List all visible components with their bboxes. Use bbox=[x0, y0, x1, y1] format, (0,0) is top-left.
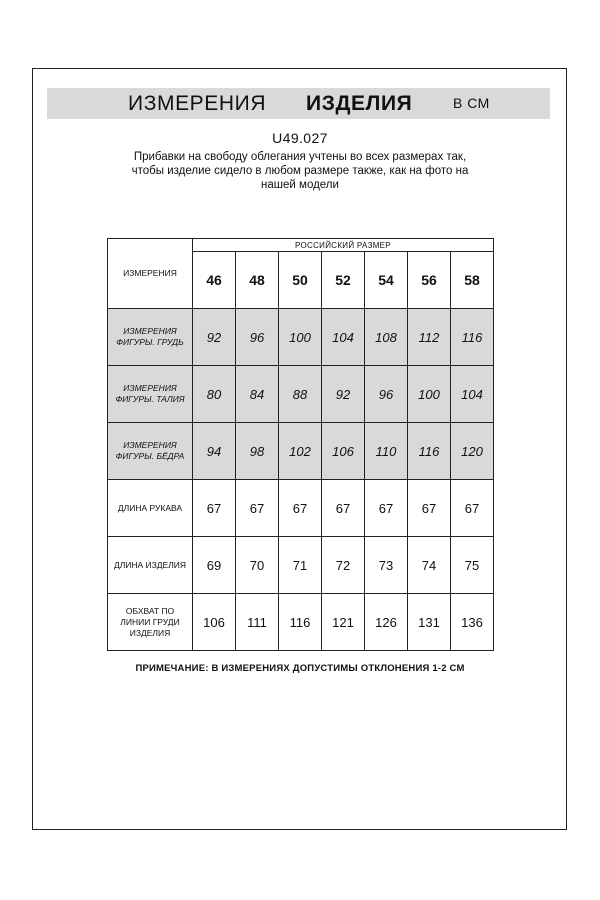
table-cell: 67 bbox=[408, 480, 451, 537]
tolerance-note: ПРИМЕЧАНИЕ: В ИЗМЕРЕНИЯХ ДОПУСТИМЫ ОТКЛОНЕНИЯ 1-2 СМ bbox=[135, 663, 465, 674]
table-cell: 80 bbox=[193, 366, 236, 423]
table-cell: 136 bbox=[451, 594, 494, 651]
table-cell: 104 bbox=[451, 366, 494, 423]
corner-label: ИЗМЕРЕНИЯ bbox=[108, 239, 193, 309]
size-table bbox=[107, 238, 494, 651]
title-banner bbox=[47, 88, 550, 119]
table-cell: 72 bbox=[322, 537, 365, 594]
table-cell: 121 bbox=[322, 594, 365, 651]
table-cell: 73 bbox=[365, 537, 408, 594]
table-cell: 104 bbox=[322, 309, 365, 366]
table-cell: 84 bbox=[236, 366, 279, 423]
table-cell: 106 bbox=[322, 423, 365, 480]
table-cell: 112 bbox=[408, 309, 451, 366]
row-label-line: ФИГУРЫ. ГРУДЬ bbox=[116, 337, 184, 347]
row-label bbox=[108, 480, 193, 537]
size-header-cell: 46 bbox=[193, 252, 236, 309]
table-cell: 126 bbox=[365, 594, 408, 651]
table-cell: 116 bbox=[408, 423, 451, 480]
size-header-cell: 48 bbox=[236, 252, 279, 309]
table-cell: 100 bbox=[408, 366, 451, 423]
row-label-line: ИЗМЕРЕНИЯ bbox=[123, 326, 177, 336]
table-cell: 96 bbox=[236, 309, 279, 366]
row-label-line: ФИГУРЫ. ТАЛИЯ bbox=[115, 394, 185, 404]
model-code: U49.027 bbox=[272, 130, 328, 146]
description-line: Прибавки на свободу облегания учтены во всех размерах так, bbox=[133, 151, 467, 163]
table-row bbox=[108, 366, 494, 423]
title-unit: В СМ bbox=[453, 95, 490, 111]
size-header-cell: 58 bbox=[451, 252, 494, 309]
table-cell: 96 bbox=[365, 366, 408, 423]
table-cell: 92 bbox=[193, 309, 236, 366]
table-cell: 108 bbox=[365, 309, 408, 366]
table-cell: 67 bbox=[365, 480, 408, 537]
table-cell: 98 bbox=[236, 423, 279, 480]
row-label-line: ИЗДЕЛИЯ bbox=[129, 627, 171, 638]
table-cell: 67 bbox=[193, 480, 236, 537]
table-cell: 74 bbox=[408, 537, 451, 594]
row-label bbox=[108, 423, 193, 480]
table-cell: 106 bbox=[193, 594, 236, 651]
table-row bbox=[108, 594, 494, 651]
size-system-header: РОССИЙСКИЙ РАЗМЕР bbox=[193, 239, 494, 252]
table-cell: 120 bbox=[451, 423, 494, 480]
table-cell: 92 bbox=[322, 366, 365, 423]
table-cell: 71 bbox=[279, 537, 322, 594]
row-label-line: ДЛИНА ИЗДЕЛИЯ bbox=[113, 559, 187, 570]
row-label-line: ИЗМЕРЕНИЯ bbox=[123, 440, 177, 450]
row-label-line: ДЛИНА РУКАВА bbox=[117, 502, 183, 513]
row-label-line: ФИГУРЫ. БЁДРА bbox=[115, 451, 185, 461]
row-label-line: ОБХВАТ ПО bbox=[125, 605, 175, 616]
table-row bbox=[108, 423, 494, 480]
fit-description bbox=[105, 150, 495, 192]
title-measurements: ИЗМЕРЕНИЯ bbox=[128, 92, 267, 115]
table-cell: 111 bbox=[236, 594, 279, 651]
row-label bbox=[108, 537, 193, 594]
table-row bbox=[108, 309, 494, 366]
table-cell: 100 bbox=[279, 309, 322, 366]
description-line: нашей модели bbox=[261, 179, 339, 191]
size-header-cell: 50 bbox=[279, 252, 322, 309]
table-cell: 94 bbox=[193, 423, 236, 480]
row-label-line: ЛИНИИ ГРУДИ bbox=[120, 616, 180, 627]
table-cell: 67 bbox=[279, 480, 322, 537]
table-cell: 102 bbox=[279, 423, 322, 480]
size-header-cell: 56 bbox=[408, 252, 451, 309]
row-label bbox=[108, 366, 193, 423]
table-cell: 131 bbox=[408, 594, 451, 651]
description-line: чтобы изделие сидело в любом размере также, как на фото на bbox=[131, 165, 469, 177]
table-cell: 67 bbox=[322, 480, 365, 537]
table-cell: 75 bbox=[451, 537, 494, 594]
table-cell: 110 bbox=[365, 423, 408, 480]
size-header-cell: 54 bbox=[365, 252, 408, 309]
table-cell: 116 bbox=[451, 309, 494, 366]
row-label bbox=[108, 309, 193, 366]
table-cell: 69 bbox=[193, 537, 236, 594]
table-row bbox=[108, 480, 494, 537]
table-cell: 67 bbox=[236, 480, 279, 537]
size-header-cell: 52 bbox=[322, 252, 365, 309]
row-label-line: ИЗМЕРЕНИЯ bbox=[123, 383, 177, 393]
table-cell: 70 bbox=[236, 537, 279, 594]
table-cell: 67 bbox=[451, 480, 494, 537]
table-cell: 116 bbox=[279, 594, 322, 651]
table-row bbox=[108, 537, 494, 594]
table-cell: 88 bbox=[279, 366, 322, 423]
title-garment: ИЗДЕЛИЯ bbox=[306, 92, 413, 115]
row-label bbox=[108, 594, 193, 651]
